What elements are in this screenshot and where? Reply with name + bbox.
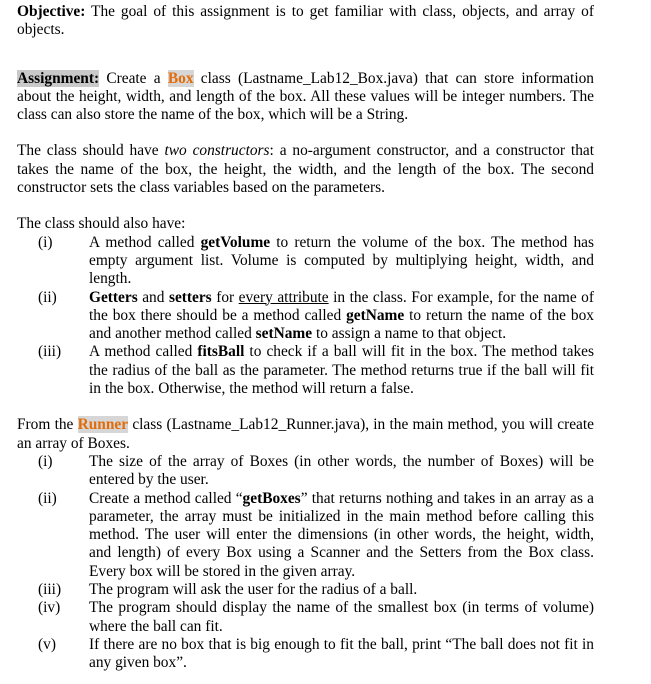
getters-term: Getters: [89, 288, 138, 306]
list-item-text: If there are no box that is big enough to fit the ball, print “The ball does not fit in any given box”.: [89, 635, 594, 672]
list-item-text: A method called: [89, 343, 198, 361]
assignment-pre: Create a: [99, 69, 168, 87]
list-item: [17, 289, 594, 344]
assignment-post: class (Lastname_Lab12_Box.java) that can store information about the height, width, and length of the box. All these values will be integer numbers. The class can also store the name of the box, which will be a String.: [17, 69, 594, 124]
list-item-text: to check if a ball will fit in the box. The method takes the radius of the ball as the parameter. The method returns true if the ball will fit in the box. Otherwise, the method will return a false.: [89, 343, 595, 398]
method-name-fitsball: fitsBall: [197, 343, 245, 361]
assignment-paragraph: [17, 70, 594, 125]
spacer: [17, 124, 594, 142]
list-item: [17, 234, 594, 289]
runner-paragraph: [17, 416, 594, 453]
runner-pre: From the: [17, 416, 78, 434]
runner-requirements-list: [17, 453, 594, 673]
list-item: [17, 453, 594, 490]
list-item: [17, 490, 594, 581]
list-item-number: (ii): [38, 288, 57, 306]
setters-term: setters: [168, 288, 212, 306]
list-item-text: The size of the array of Boxes (in other words, the number of Boxes) will be entered by the user.: [89, 452, 594, 489]
method-name-setname: setName: [255, 325, 313, 343]
method-name-getboxes: getBoxes: [242, 489, 301, 507]
runner-keyword: Runner: [77, 416, 129, 434]
list-item-text: to return the volume of the box. The method has empty argument list. Volume is computed by multiplying height, width, and length.: [89, 233, 594, 288]
list-item-text: and: [137, 288, 169, 306]
list-item-text: The program will ask the user for the radius of a ball.: [89, 581, 418, 599]
assignment-label: Assignment:: [17, 69, 100, 87]
list-item-number: (iv): [38, 599, 61, 617]
every-attribute-underlined: every attribute: [238, 288, 329, 306]
spacer: [17, 197, 594, 215]
list-item-number: (v): [38, 635, 56, 653]
list-item-text: in the class. For example, for the name of the box there should be a method called: [89, 288, 594, 324]
list-item: [17, 343, 594, 398]
list-item-text: for: [211, 288, 239, 306]
list-item-number: (iii): [38, 343, 62, 361]
spacer: [17, 398, 594, 416]
runner-post: class (Lastname_Lab12_Runner.java), in the main method, you will create an array of Boxes.: [17, 416, 594, 452]
constructors-paragraph: [17, 142, 594, 197]
constructors-post: : a no-argument constructor, and a constructor that takes the name of the box, the height, the width, and the length of the box. The second constructor sets the class variables based on the parameters.: [17, 142, 594, 197]
list-item: [17, 581, 594, 599]
list-item-number: (iii): [38, 581, 62, 599]
objective-paragraph: [17, 3, 594, 40]
list-item: [17, 636, 594, 673]
method-name-getname: getName: [346, 306, 405, 324]
list-item-text: to return the name of the box and another method called: [89, 306, 594, 343]
list-item-text: The program should display the name of the smallest box (in terms of volume) where the ball can fit.: [89, 599, 594, 635]
list-item-text: Create a method called “: [89, 489, 243, 507]
list-item-text: to assign a name to that object.: [312, 325, 507, 343]
constructors-pre: The class should have: [17, 142, 165, 160]
class-requirements-list: [17, 234, 594, 399]
constructors-italic: two constructors: [164, 142, 270, 160]
objective-label: Objective:: [17, 3, 86, 20]
spacer: [17, 40, 594, 58]
box-keyword: Box: [167, 69, 194, 87]
list-item-text: A method called: [89, 233, 201, 251]
list-item-number: (i): [38, 452, 53, 470]
list-item: [17, 599, 594, 636]
list-item-number: (i): [38, 233, 53, 251]
also-intro: The class should also have:: [17, 215, 186, 233]
method-name-getvolume: getVolume: [200, 233, 271, 251]
list-item-number: (ii): [38, 489, 57, 507]
list-item-text: ” that returns nothing and takes in an array as a parameter, the array must be initialized in the main method before calling this method. The user will enter the dimensions (in other words, the height, width, and length) of every Box using a Scanner and the Setters from the Box class. Every box will be stored in the given array.: [89, 489, 594, 580]
objective-text: The goal of this assignment is to get familiar with class, objects, and array of objects.: [17, 3, 594, 39]
